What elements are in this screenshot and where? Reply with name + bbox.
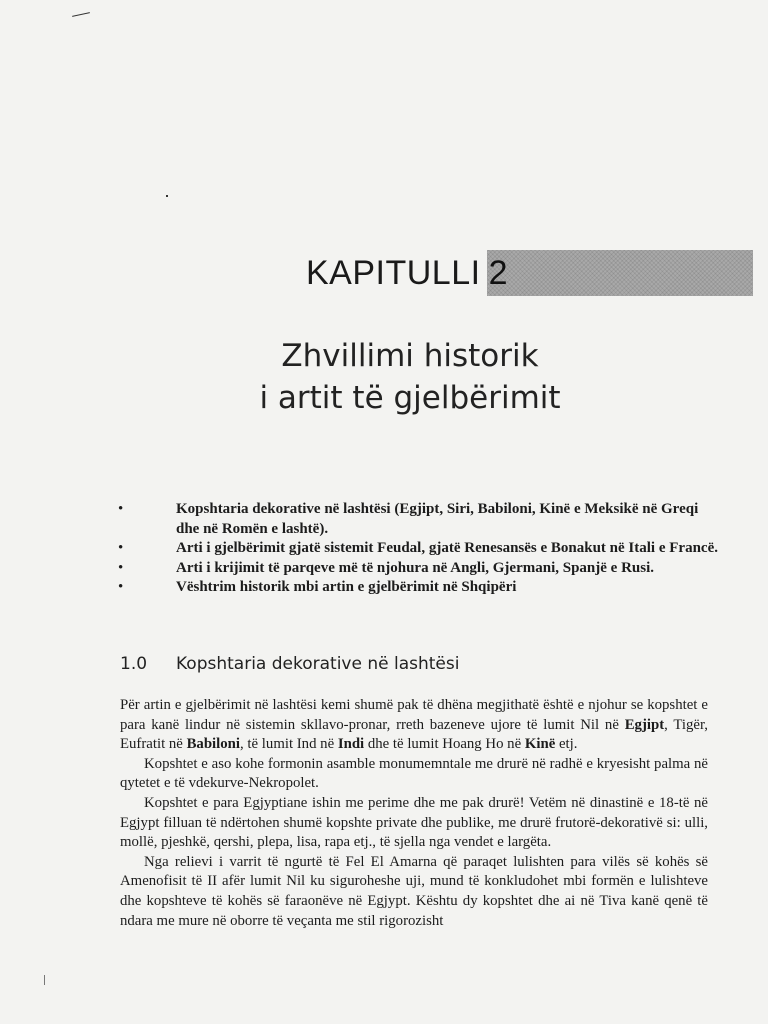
chapter-title-line-1: Zhvillimi historik xyxy=(281,338,539,374)
chapter-label: KAPITULLI xyxy=(306,253,481,292)
paragraph-text: etj. xyxy=(555,736,578,753)
overview-item-text: Arti i gjelbërimit gjatë sistemit Feudal, gjatë Renesansës e Bonakut në Itali e Francë. xyxy=(176,540,718,556)
scan-speck xyxy=(44,975,45,985)
scan-speck xyxy=(166,195,168,197)
section-body xyxy=(120,696,708,931)
paragraph-text: , të lumit Ind në xyxy=(240,736,338,753)
emphasis-kine: Kinë xyxy=(524,736,556,753)
chapter-title-line-2: i artit të gjelbërimit xyxy=(259,380,561,416)
overview-item xyxy=(118,559,718,579)
section-heading xyxy=(120,654,459,674)
bullet-icon: • xyxy=(118,559,124,576)
paragraph-text: , Tigër, Eufratit në xyxy=(120,716,708,753)
paragraph-text: dhe të lumit Hoang Ho në xyxy=(364,736,525,753)
paragraph-text: Për artin e gjelbërimit në lashtësi kemi shumë pak të dhëna megjithatë është e njohur se kopshtet e para kanë lindur në sistemin skllavo-pronar, rreth bazeneve ujore të lumit Nil në xyxy=(120,697,708,733)
section-title: Kopshtaria dekorative në lashtësi xyxy=(176,654,460,674)
overview-item-text: Kopshtaria dekorative në lashtësi (Egjipt, Siri, Babiloni, Kinë e Meksikë në Greqi dhe në Romën e lashtë). xyxy=(176,501,699,537)
chapter-header xyxy=(306,250,753,296)
bullet-icon: • xyxy=(118,501,124,517)
overview-item xyxy=(118,578,718,598)
bullet-icon: • xyxy=(118,579,124,595)
chapter-overview-list xyxy=(118,500,718,598)
scan-mark xyxy=(72,12,90,17)
chapter-title xyxy=(0,335,768,419)
paragraph: Kopshtet e para Egjyptiane ishin me perime dhe me pak drurë! Vetëm në dinastinë e 18-të në Egjypt filluan të ndërtohen shumë kopshte private dhe publike, me drurë frutorë-dekorativë si: ulli, mollë, pjeshkë, qershi, plepa, lisa, rapa etj., të sjella nga vendet e largëta. xyxy=(120,794,708,851)
paragraph xyxy=(120,696,708,755)
overview-item-text: Vështrim historik mbi artin e gjelbërimit në Shqipëri xyxy=(176,579,517,595)
emphasis-babiloni: Babiloni xyxy=(186,736,241,753)
emphasis-indi: Indi xyxy=(337,736,365,753)
paragraph: Kopshtet e aso kohe formonin asamble monumemntale me drurë në radhë e kryesisht palma në qytetet e të vdekurve-Nekropolet. xyxy=(120,755,708,792)
chapter-number-box xyxy=(487,250,753,296)
bullet-icon: • xyxy=(118,540,124,556)
emphasis-egjipt: Egjipt xyxy=(624,716,665,733)
section-number: 1.0 xyxy=(120,654,148,674)
overview-item xyxy=(118,539,718,559)
overview-item xyxy=(118,500,718,539)
chapter-number: 2 xyxy=(488,253,508,292)
overview-item-text: Arti i krijimit të parqeve më të njohura në Angli, Gjermani, Spanjë e Rusi. xyxy=(176,559,655,576)
paragraph: Nga relievi i varrit të ngurtë të Fel El Amarna që paraqet lulishten para vilës së kohës së Amenofisit të II afër lumit Nil ku siguroheshe uji, mund të konkludohet mbi formën e lulishteve dhe kopshteve të kohës së faraonëve në Egjypt. Kështu dy kopshtet dhe ai në Tiva kanë qenë të ndara me mure në oborre të veçanta me stil rigorozisht xyxy=(120,853,708,929)
